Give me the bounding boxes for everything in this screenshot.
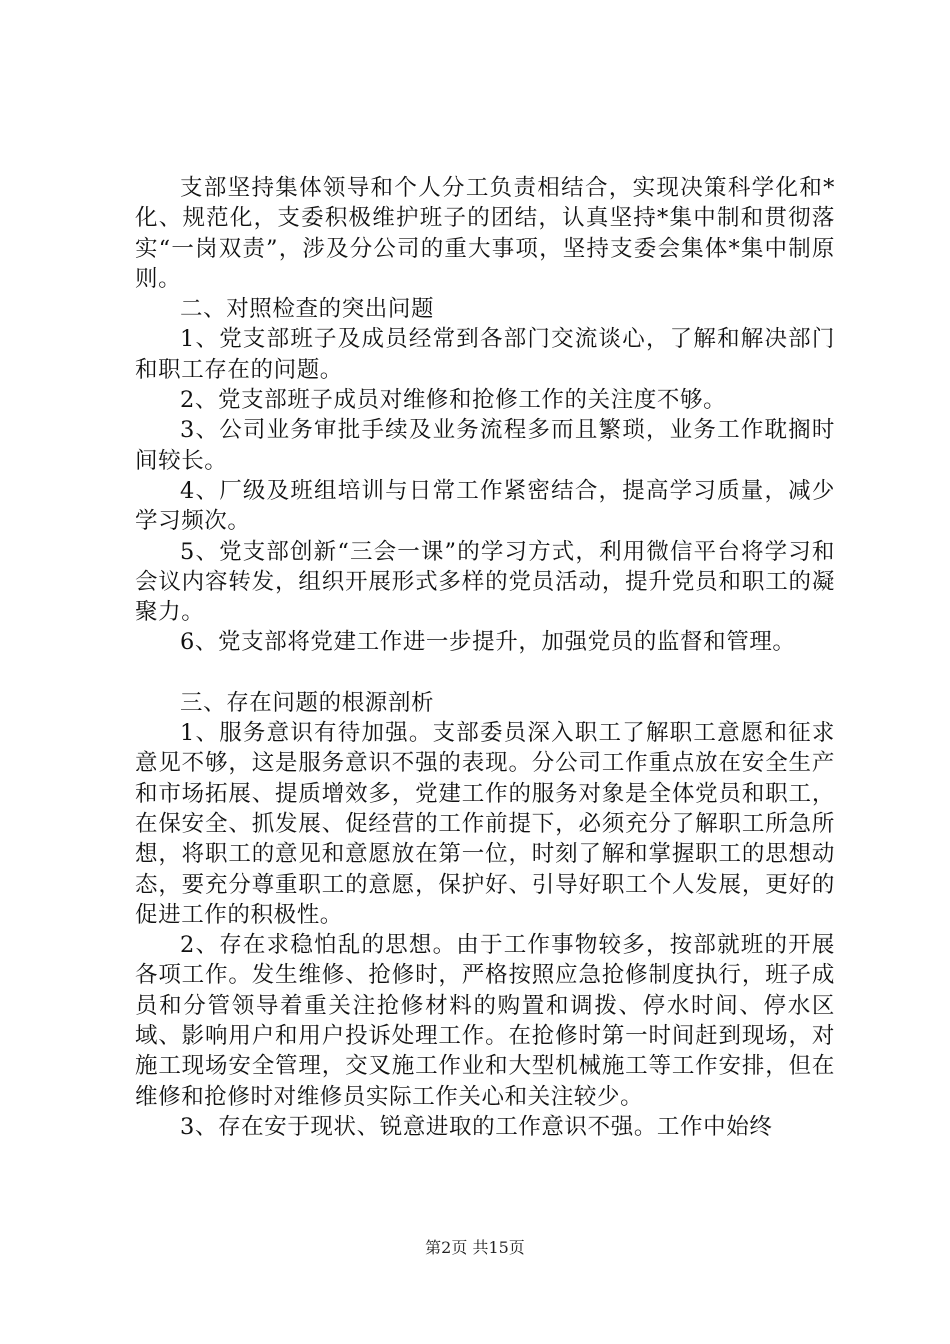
- problem-item-4: 4、厂级及班组培训与日常工作紧密结合，提高学习质量，减少学习频次。: [135, 477, 835, 535]
- page-number-footer: 第2页 共15页: [425, 1238, 525, 1257]
- problem-item-3: 3、公司业务审批手续及业务流程多而且繁琐，业务工作耽搁时间较长。: [135, 417, 835, 474]
- problem-item-1: 1、党支部班子及成员经常到各部门交流谈心，了解和解决部门和职工存在的问题。: [135, 326, 835, 383]
- cause-item-2: 2、存在求稳怕乱的思想。由于工作事物较多，按部就班的开展各项工作。发生维修、抢修时，严格按照应急抢修制度执行，班子成员和分管领导着重关注抢修材料的购置和调拨、停水时间、停水区域、影响用户和用户投诉处理工作。在抢修时第一时间赶到现场，对施工现场安全管理，交叉施工作业和大型机械施工等工作安排，但在维修和抢修时对维修员实际工作关心和关注较少。: [135, 932, 835, 1110]
- cause-item-1: 1、服务意识有待加强。支部委员深入职工了解职工意愿和征求意见不够，这是服务意识不强的表现。分公司工作重点放在安全生产和市场拓展、提质增效多，党建工作的服务对象是全体党员和职工，在保安全、抓发展、促经营的工作前提下，必须充分了解职工所急所想，将职工的意见和意愿放在第一位，时刻了解和掌握职工的思想动态，要充分尊重职工的意愿，保护好、引导好职工个人发展，更好的促进工作的积极性。: [135, 720, 835, 928]
- section-heading-problems: 二、对照检查的突出问题: [180, 296, 435, 323]
- problem-item-6: 6、党支部将党建工作进一步提升，加强党员的监督和管理。: [180, 629, 796, 656]
- document-body: [135, 173, 835, 1142]
- paragraph-decision-principle: 支部坚持集体领导和个人分工负责相结合，实现决策科学化和*化、规范化，支委积极维护班子的团结，认真坚持*集中制和贯彻落实“一岗双责”，涉及分公司的重大事项，坚持支委会集体*集中制原则。: [135, 175, 835, 292]
- problem-item-2: 2、党支部班子成员对维修和抢修工作的关注度不够。: [180, 387, 727, 414]
- section-spacer: [135, 658, 835, 688]
- cause-item-3: 3、存在安于现状、锐意进取的工作意识不强。工作中始终: [180, 1113, 773, 1140]
- problem-item-5: 5、党支部创新“三会一课”的学习方式，利用微信平台将学习和会议内容转发，组织开展形式多样的党员活动，提升党员和职工的凝聚力。: [135, 538, 835, 626]
- section-heading-root-causes: 三、存在问题的根源剖析: [180, 689, 435, 716]
